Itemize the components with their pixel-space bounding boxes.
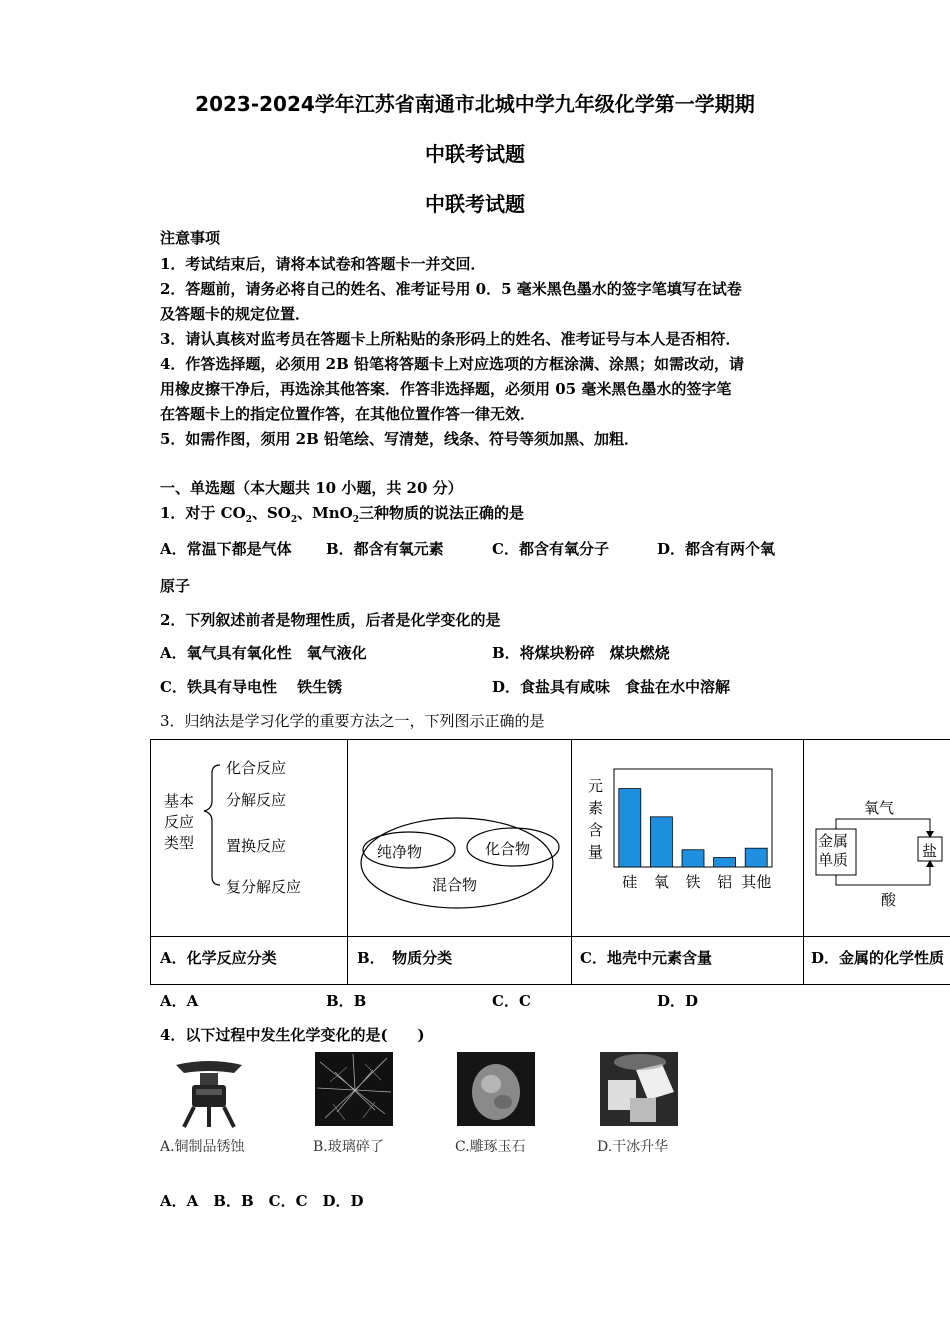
figd-metal: 金属 单质 (818, 832, 849, 869)
jade-carving-image (457, 1052, 535, 1126)
figa-caption: A．化学反应分类 (160, 949, 277, 967)
notice-line-4b: 用橡皮擦干净后，再选涂其他答案．作答非选择题，必须用 05 毫米黑色墨水的签字笔 (160, 380, 732, 398)
tick-label-1: 硅 (622, 873, 638, 891)
notice-line-2a: 2．答题前，请务必将自己的姓名、准考证号用 0．5 毫米黑色墨水的签字笔填写在试卷 (160, 280, 742, 298)
brace-icon (204, 765, 220, 885)
q4-caption-a: A.铜制品锈蚀 (160, 1139, 245, 1155)
tick-label-3: 铁 (685, 873, 701, 891)
q2-option-a[interactable]: A．氧气具有氧化性 氧气液化 (160, 644, 367, 662)
q1-option-a[interactable]: A．常温下都是气体 (160, 540, 292, 558)
q3-option-d[interactable]: D．D (657, 992, 699, 1010)
figb-pure: 纯净物 (377, 843, 423, 861)
q3-option-b[interactable]: B．B (326, 992, 367, 1010)
notice-line-2b: 及答题卡的规定位置． (160, 305, 311, 323)
q4-options[interactable]: A．A B．B C．C D．D (160, 1192, 364, 1210)
figd-caption: D．金属的化学性质 (811, 949, 945, 967)
figd-oxygen: 氧气 (864, 799, 895, 817)
figc-caption: C．地壳中元素含量 (580, 949, 712, 967)
tick-label-5: 其他 (741, 873, 772, 891)
q2-option-b[interactable]: B．将煤块粉碎 煤块燃烧 (492, 644, 670, 662)
q3-option-a[interactable]: A．A (160, 992, 199, 1010)
q3-option-c[interactable]: C．C (492, 992, 531, 1010)
q4-caption-d: D.干冰升华 (597, 1139, 669, 1155)
q1-option-c[interactable]: C．都含有氧分子 (492, 540, 609, 558)
q1-option-d-continued: 原子 (160, 577, 191, 595)
figb-compound: 化合物 (485, 840, 531, 858)
bronze-vessel-image (170, 1055, 248, 1129)
figa-item-2: 分解反应 (226, 791, 287, 809)
figa-item-4: 复分解反应 (226, 878, 302, 896)
figb-mixture: 混合物 (432, 876, 478, 894)
bar-4 (714, 858, 736, 867)
tick-label-2: 氧 (653, 873, 669, 891)
q3-figure-table (150, 739, 950, 985)
q1-option-d[interactable]: D．都含有两个氧 (657, 540, 776, 558)
bar-2 (650, 817, 672, 867)
figa-item-1: 化合反应 (226, 759, 287, 777)
q2-option-c[interactable]: C．铁具有导电性 铁生锈 (160, 678, 343, 696)
page-title: 2023-2024学年江苏省南通市北城中学九年级化学第一学期期 (195, 92, 755, 116)
element-content-chart (614, 769, 772, 891)
notice-line-1: 1．考试结束后，请将本试卷和答题卡一并交回． (160, 255, 486, 273)
figd-salt: 盐 (922, 842, 938, 860)
notice-line-4a: 4．作答选择题，必须用 2B 铅笔将答题卡上对应选项的方框涂满、涂黑；如需改动，请 (160, 355, 745, 373)
q1-stem: 1．对于 $CO_2$、$SO_2$、MnO$_2$三种物质的说法正确的是 (160, 504, 525, 525)
figd-acid: 酸 (881, 891, 897, 909)
bar-1 (619, 789, 641, 867)
notice-heading: 注意事项 (160, 229, 221, 247)
tick-label-4: 铝 (717, 873, 733, 891)
section-heading: 一、单选题（本大题共 10 小题，共 20 分） (160, 479, 463, 497)
figc-ylabel: 元 素 含 量 (588, 777, 604, 861)
figb-caption: B． 物质分类 (357, 949, 453, 967)
q4-caption-b: B.玻璃碎了 (313, 1139, 384, 1155)
q2-option-d[interactable]: D．食盐具有咸味 食盐在水中溶解 (492, 678, 731, 696)
bar-5 (745, 848, 767, 867)
page-subtitle-repeat: 中联考试题 (425, 192, 525, 216)
bar-3 (682, 850, 704, 867)
page-subtitle: 中联考试题 (425, 142, 525, 166)
figa-item-3: 置换反应 (226, 837, 287, 855)
figa-left-label: 基本 反应 类型 (164, 792, 195, 852)
q4-stem: 4．以下过程中发生化学变化的是( ) (160, 1026, 425, 1044)
q1-option-b[interactable]: B．都含有氧元素 (326, 540, 444, 558)
notice-line-4c: 在答题卡上的指定位置作答，在其他位置作答一律无效． (160, 405, 536, 423)
broken-glass-image (315, 1052, 393, 1126)
dry-ice-image (600, 1052, 678, 1126)
q2-stem: 2．下列叙述前者是物理性质，后者是化学变化的是 (160, 611, 501, 629)
q4-caption-c: C.雕琢玉石 (455, 1139, 526, 1155)
notice-line-3: 3．请认真核对监考员在答题卡上所粘贴的条形码上的姓名、准考证号与本人是否相符． (160, 330, 741, 348)
q3-stem: 3．归纳法是学习化学的重要方法之一，下列图示正确的是 (160, 712, 545, 730)
notice-line-5: 5．如需作图，须用 2B 铅笔绘、写清楚，线条、符号等须加黑、加粗． (160, 430, 639, 448)
